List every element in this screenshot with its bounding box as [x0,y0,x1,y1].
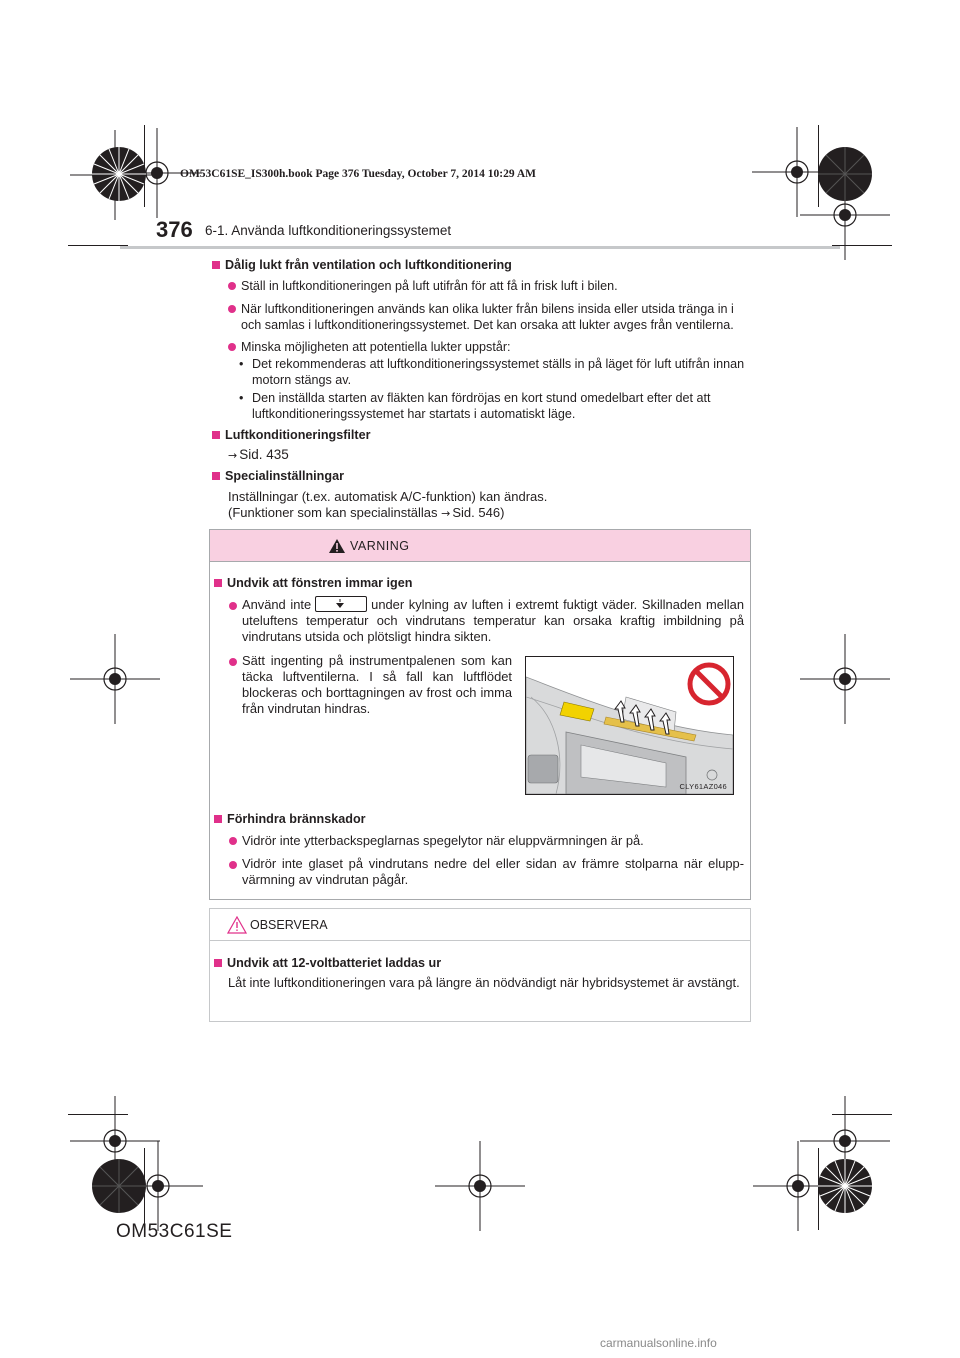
section-special [212,468,344,484]
burns-section [214,811,366,827]
filter-reference[interactable] [228,447,289,464]
dot-bullet-icon [229,861,237,869]
filter-heading: Luftkonditioneringsfilter [225,428,371,442]
star-target-icon [817,1158,873,1214]
special-line2: (Funktioner som kan specialinställas → Sid. 546) [228,505,505,520]
warning-header [210,530,750,562]
fog-bullet: Använd inte under kylning av luften i extremt fuktigt väder. Skillnaden mellan uteluftens temperatur och vindrutans temperatur kan orsaka kraftig imbildning på vindrutans utsida och plötsligt hindra sikten. [242,597,744,644]
square-bullet-icon [214,579,222,587]
battery-section [214,955,441,971]
dashboard-vent-image [526,657,733,794]
model-code: OM53C61SE [116,1221,233,1242]
odor-sub-bullet: Den inställda starten av fläkten kan fördröjas en kort stund omedelbart efter det att luftkonditioneringssystemet har startats i automatiskt läge. [252,391,711,421]
watermark: carmanualsonline.info [600,1336,717,1350]
dot-bullet-icon [228,305,236,313]
battery-text: Låt inte luftkonditioneringen vara på längre än nödvändigt när hybridsystemet är avstängt. [228,975,740,990]
star-target-icon [91,1158,147,1214]
odor-bullet [228,278,758,294]
battery-heading: Undvik att 12-voltbatteriet laddas ur [227,956,442,970]
odor-bullet-text: Ställ in luftkonditioneringen på luft utifrån för att få in frisk luft i bilen. [241,279,618,293]
arrow-right-icon: → [441,507,451,520]
arrow-right-icon: → [228,449,238,462]
square-bullet-icon [212,472,220,480]
dot-bullet-icon [229,602,237,610]
burns-bullet: Vidrör inte ytterbackspeglarnas spegelytor när eluppvärmningen är på. [229,833,749,849]
registration-mark-icon [70,634,160,724]
dashboard-illustration [525,656,734,795]
dot-bullet-icon [229,658,237,666]
dot-bullet-icon [228,343,236,351]
file-stamp: OM53C61SE_IS300h.book Page 376 Tuesday, October 7, 2014 10:29 AM [180,168,537,180]
square-bullet-icon [214,959,222,967]
burns-bullet: Vidrör inte glaset på vindrutans nedre del eller sidan av främre stolparna när elupp-värmning av vindrutan pågår. [242,856,744,887]
square-bullet-icon [212,261,220,269]
odor-bullet [228,339,758,355]
warning-triangle-icon [328,538,346,554]
dot-bullet-icon [228,282,236,290]
section-filter [212,427,371,443]
registration-mark-icon [800,634,890,724]
special-heading: Specialinställningar [225,469,344,483]
fog-bullet-dashboard: Sätt ingenting på instrumentpalenen som kan täcka luftventilerna. I så fall kan luftflödet blockeras och borttagningen av frost och imma från vindrutan hindras. [242,653,512,716]
notice-title: OBSERVERA [250,918,328,932]
special-line1: Inställningar (t.ex. automatisk A/C-funktion) kan ändras. [228,489,548,504]
square-bullet-icon [212,431,220,439]
odor-bullet-text: Minska möjligheten att potentiella lukter uppstår: [241,340,511,354]
page-number: 376 [156,217,193,242]
caution-triangle-icon [227,916,247,934]
filter-ref-text: Sid. 435 [239,447,289,462]
burns-heading: Förhindra brännskador [227,812,366,826]
fog-heading: Undvik att fönstren immar igen [227,576,413,590]
header-rule [120,246,840,249]
odor-sub-bullet: Det rekommenderas att luftkonditioneringssystemet ställs in på läget för luft utifrån innan motorn stängs av. [252,357,745,387]
special-ref[interactable]: Sid. 546) [452,505,505,520]
odor-bullet-text: När luftkonditioneringen används kan olika lukter från bilens insida eller utsida tränga in i och samlas i luftkonditioneringssystemet. Det kan orsaka att lukter avges från ventilerna. [241,302,734,332]
section-odor [212,257,752,273]
notice-header [210,909,750,941]
notice-box [209,908,751,1022]
registration-mark-icon [435,1141,525,1231]
square-bullet-icon [214,815,222,823]
defog-button-icon [315,596,367,612]
section-title: 6-1. Använda luftkonditioneringssystemet [205,223,452,238]
star-target-icon [91,146,147,202]
dot-bullet-icon [229,837,237,845]
fog-section [214,575,412,591]
odor-heading: Dålig lukt från ventilation och luftkonditionering [225,258,512,272]
warning-title: VARNING [350,539,410,553]
star-target-icon [817,146,873,202]
image-code: CLY61AZ046 [679,782,727,791]
